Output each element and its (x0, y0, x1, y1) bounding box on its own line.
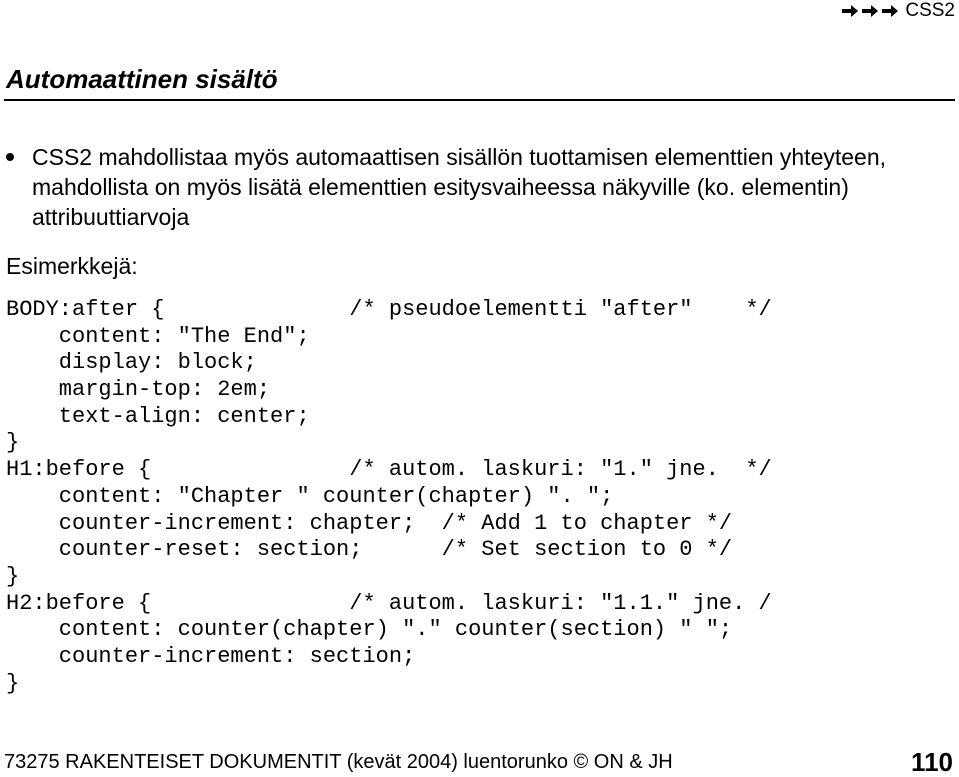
code-line: counter-reset: section; /* Set section to 0 */ (6, 537, 733, 563)
arrow-right-icon (841, 4, 859, 18)
section-label: CSS2 (905, 0, 955, 21)
title-divider (4, 99, 955, 101)
arrow-right-icon (881, 4, 899, 18)
code-line: content: "The End"; (6, 323, 310, 349)
code-line: counter-increment: section; (6, 643, 416, 669)
code-line: } (6, 430, 20, 456)
code-line: H1:before { /* autom. laskuri: "1." jne. */ (6, 457, 772, 483)
code-line: } (6, 670, 20, 696)
arrow-right-icon (861, 4, 879, 18)
bullet-text: CSS2 mahdollistaa myös automaattisen sisällön tuottamisen elementtien yhteyteen, mahdollista on myös lisätä elementtien esitysvaiheessa näkyville (ko. elementin) attribuuttiarvoja (32, 144, 887, 230)
code-line: content: "Chapter " counter(chapter) ". "; (6, 483, 614, 509)
code-line: BODY:after { /* pseudoelementti "after" */ (6, 297, 772, 322)
code-line: H2:before { /* autom. laskuri: "1.1." jne. / (6, 590, 772, 616)
code-line: margin-top: 2em; (6, 377, 271, 403)
code-line: counter-increment: chapter; /* Add 1 to chapter */ (6, 510, 733, 536)
examples-label: Esimerkkejä: (6, 253, 138, 279)
bullet-item (6, 142, 936, 232)
code-block (6, 297, 772, 697)
code-line: content: counter(chapter) "." counter(section) " "; (6, 617, 733, 643)
code-line: } (6, 563, 20, 589)
footer-text: 73275 RAKENTEISET DOKUMENTIT (kevät 2004) luentorunko © ON & JH (4, 751, 673, 773)
code-line: text-align: center; (6, 403, 310, 429)
slide-title: Automaattinen sisältö (6, 64, 278, 94)
code-line: display: block; (6, 350, 257, 376)
top-navigation (841, 0, 955, 22)
footer (4, 744, 955, 777)
bullet-dot-icon (6, 153, 14, 161)
page-number: 110 (911, 747, 953, 777)
